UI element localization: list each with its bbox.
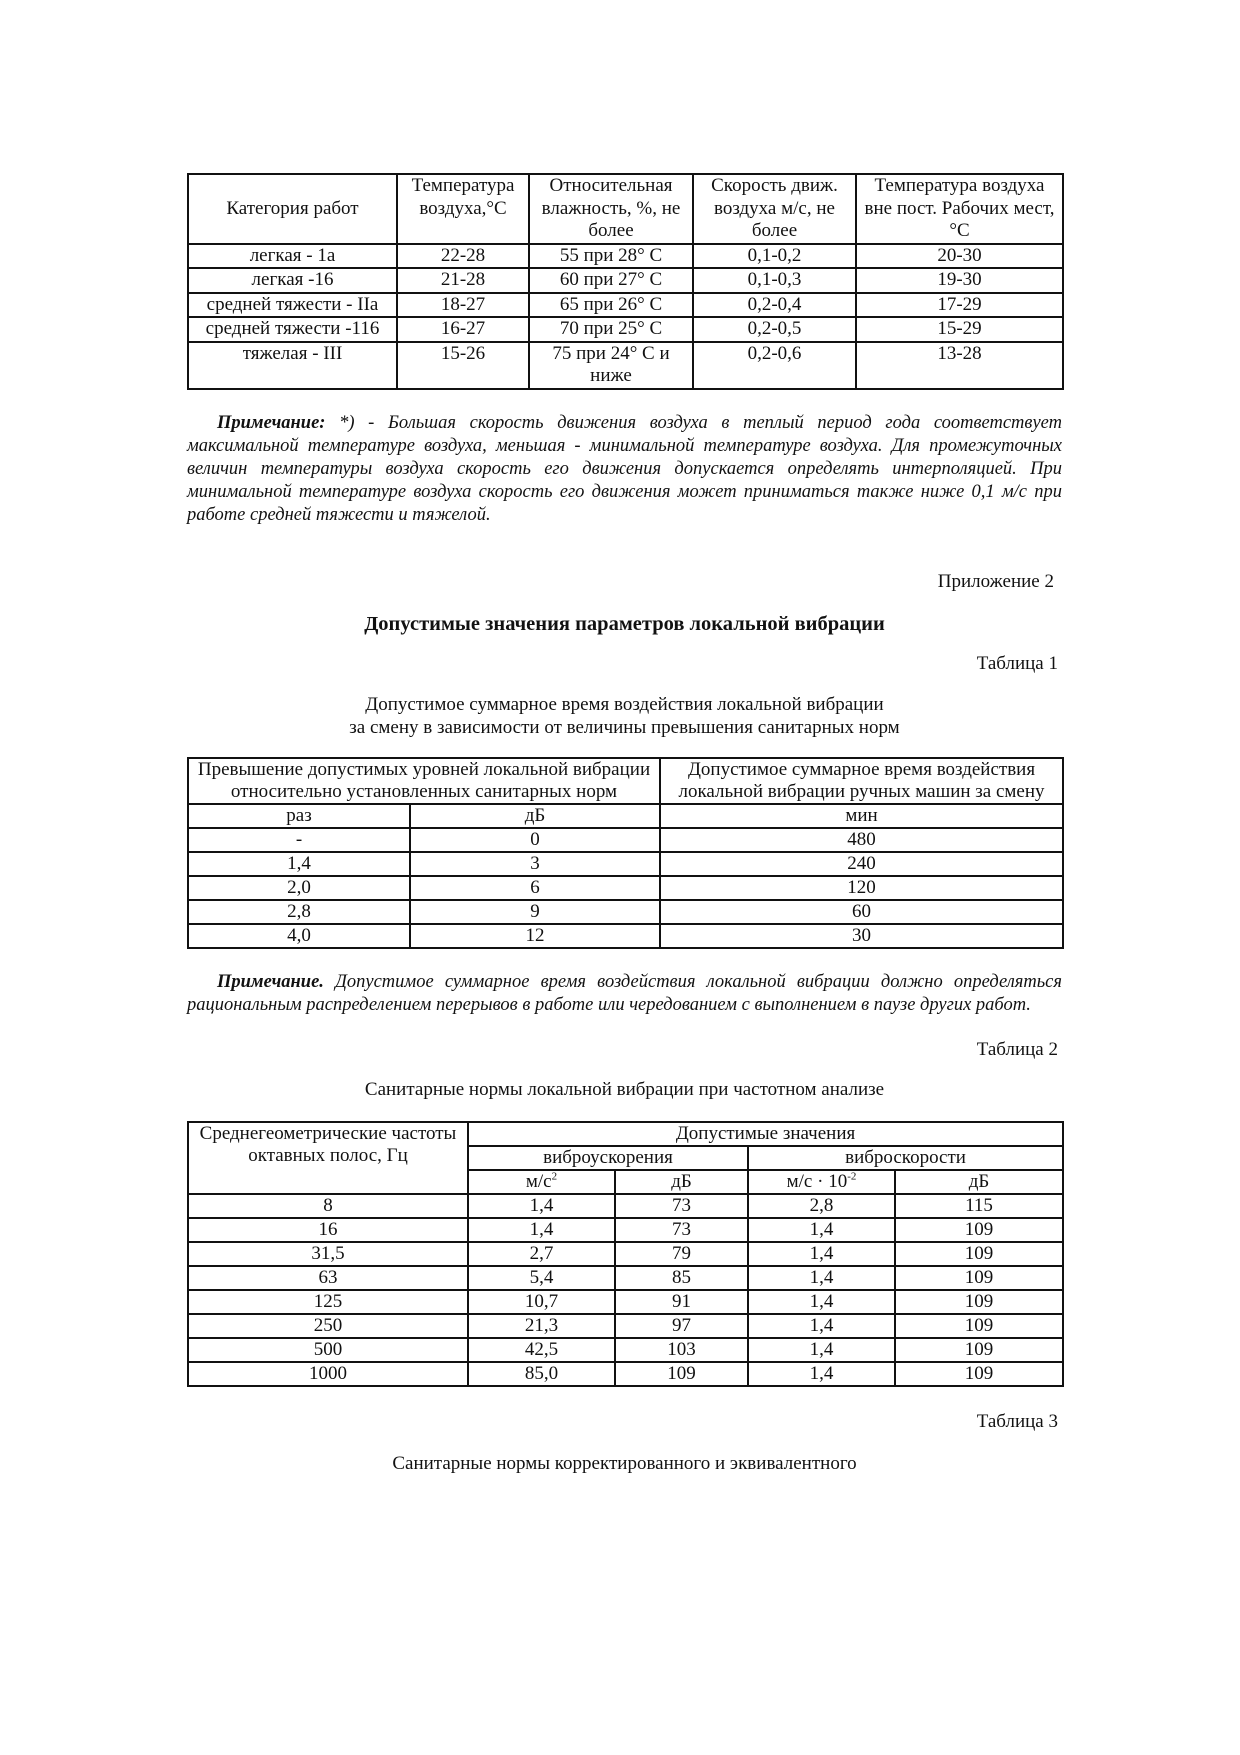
- table-cell: 17-29: [856, 293, 1063, 318]
- unit-text: м/с · 10: [786, 1170, 848, 1192]
- table-cell: 240: [660, 852, 1063, 876]
- table-cell: 1,4: [748, 1314, 895, 1338]
- note-paragraph: [187, 971, 1062, 1017]
- unit-cell: раз: [188, 804, 410, 828]
- table-row: [188, 1290, 1063, 1314]
- header-cell: Среднегеометрические частоты октавных полос, Гц: [188, 1122, 468, 1194]
- table-row: [188, 1218, 1063, 1242]
- unit-exponent: -2: [847, 1170, 857, 1183]
- note-paragraph: [187, 412, 1062, 527]
- table-cell: 73: [615, 1218, 748, 1242]
- note-text: Допустимое суммарное время воздействия локальной вибрации должно определяться рациональным распределением перерывов в работе или чередованием с выполнением в паузе других работ.: [187, 971, 1062, 1015]
- unit-cell: дБ: [410, 804, 660, 828]
- table-cell: 1,4: [748, 1338, 895, 1362]
- table-cell: 79: [615, 1242, 748, 1266]
- table-cell: 2,8: [748, 1194, 895, 1218]
- table-cell: 60: [660, 900, 1063, 924]
- table-cell: 21,3: [468, 1314, 615, 1338]
- table-cell: 6: [410, 876, 660, 900]
- table-row: [188, 828, 1063, 852]
- table-cell: 63: [188, 1266, 468, 1290]
- table-cell: 31,5: [188, 1242, 468, 1266]
- table-cell: 15-26: [397, 342, 529, 389]
- table-cell: 65 при 26° С: [529, 293, 693, 318]
- document-page: [187, 173, 1062, 1475]
- table-row: [188, 900, 1063, 924]
- table-cell: 70 при 25° С: [529, 317, 693, 342]
- table-cell: 85,0: [468, 1362, 615, 1386]
- table-cell: 13-28: [856, 342, 1063, 389]
- table-row: [188, 244, 1063, 269]
- table-row: [188, 293, 1063, 318]
- table-cell: 1,4: [748, 1290, 895, 1314]
- header-cell: Температура воздуха вне пост. Рабочих мест, °С: [856, 174, 1063, 244]
- table-cell: 3: [410, 852, 660, 876]
- table-cell: 85: [615, 1266, 748, 1290]
- table-cell: 120: [660, 876, 1063, 900]
- table-cell: 1,4: [468, 1218, 615, 1242]
- table1-caption-line1: Допустимое суммарное время воздействия локальной вибрации: [365, 693, 884, 715]
- table-cell: 97: [615, 1314, 748, 1338]
- table-cell: 250: [188, 1314, 468, 1338]
- header-cell: виброускорения: [468, 1146, 748, 1170]
- table-cell: 0: [410, 828, 660, 852]
- unit-text: м/с: [525, 1170, 552, 1192]
- table-cell: легкая -16: [188, 268, 397, 293]
- table-cell: 1000: [188, 1362, 468, 1386]
- table-header-row: [188, 174, 1063, 244]
- table-row: [188, 342, 1063, 389]
- table-cell: 0,1-0,2: [693, 244, 856, 269]
- table-cell: 5,4: [468, 1266, 615, 1290]
- table-cell: 109: [895, 1338, 1063, 1362]
- table-cell: 18-27: [397, 293, 529, 318]
- table-cell: 109: [615, 1362, 748, 1386]
- table-cell: 4,0: [188, 924, 410, 948]
- table2-label: Таблица 2: [976, 1038, 1058, 1060]
- header-cell: Температура воздуха,°С: [397, 174, 529, 244]
- table-cell: 60 при 27° С: [529, 268, 693, 293]
- table-cell: 75 при 24° С и ниже: [529, 342, 693, 389]
- table-cell: 10,7: [468, 1290, 615, 1314]
- climate-table: [187, 173, 1064, 390]
- table-cell: тяжелая - III: [188, 342, 397, 389]
- table-row: [188, 1266, 1063, 1290]
- table-cell: 21-28: [397, 268, 529, 293]
- table-cell: 109: [895, 1314, 1063, 1338]
- table-cell: 0,1-0,3: [693, 268, 856, 293]
- table-cell: 1,4: [748, 1362, 895, 1386]
- table-cell: 91: [615, 1290, 748, 1314]
- table-cell: 1,4: [188, 852, 410, 876]
- table1-label: Таблица 1: [976, 652, 1058, 674]
- unit-cell: мин: [660, 804, 1063, 828]
- table-cell: 2,0: [188, 876, 410, 900]
- table-cell: 2,7: [468, 1242, 615, 1266]
- table-cell: 103: [615, 1338, 748, 1362]
- table-cell: 109: [895, 1362, 1063, 1386]
- header-cell: Превышение допустимых уровней локальной вибрации относительно установленных санитарных норм: [188, 758, 660, 804]
- table-row: [188, 1314, 1063, 1338]
- table-cell: 9: [410, 900, 660, 924]
- table3-caption: Санитарные нормы корректированного и эквивалентного: [392, 1452, 857, 1474]
- table-header-row: [188, 1122, 1063, 1146]
- header-cell: Допустимые значения: [468, 1122, 1063, 1146]
- table-cell: 0,2-0,6: [693, 342, 856, 389]
- frequency-norms-table: [187, 1121, 1064, 1387]
- table-cell: 2,8: [188, 900, 410, 924]
- table-cell: 12: [410, 924, 660, 948]
- unit-cell: дБ: [615, 1170, 748, 1194]
- table-row: [188, 1338, 1063, 1362]
- unit-cell: [748, 1170, 895, 1194]
- table-cell: 0,2-0,4: [693, 293, 856, 318]
- table-cell: 115: [895, 1194, 1063, 1218]
- note-text: *) - Большая скорость движения воздуха в теплый период года соответствует максимальной температуре воздуха, меньшая - минимальной температуре воздуха. Для промежуточных величин температуры воздуха скорость его движения допускается определять интерполяцией. При минимальной температуре воздуха скорость его движения может приниматься также ниже 0,1 м/с при работе средней тяжести и тяжелой.: [187, 412, 1062, 525]
- header-cell: Категория работ: [188, 174, 397, 244]
- header-cell: виброскорости: [748, 1146, 1063, 1170]
- table-row: [188, 924, 1063, 948]
- table-cell: легкая - 1а: [188, 244, 397, 269]
- table3-label: Таблица 3: [976, 1410, 1058, 1432]
- table-header-row: [188, 758, 1063, 804]
- table-cell: 1,4: [748, 1242, 895, 1266]
- header-cell: Скорость движ. воздуха м/с, не более: [693, 174, 856, 244]
- table-cell: 480: [660, 828, 1063, 852]
- table-cell: 15-29: [856, 317, 1063, 342]
- table-cell: 8: [188, 1194, 468, 1218]
- table-cell: 109: [895, 1242, 1063, 1266]
- vibration-time-table: [187, 757, 1064, 949]
- table-cell: 125: [188, 1290, 468, 1314]
- table2-caption: Санитарные нормы локальной вибрации при частотном анализе: [364, 1078, 885, 1100]
- table-cell: средней тяжести -116: [188, 317, 397, 342]
- table-cell: -: [188, 828, 410, 852]
- note-label: Примечание.: [217, 971, 324, 992]
- table-cell: 109: [895, 1218, 1063, 1242]
- table-cell: 22-28: [397, 244, 529, 269]
- table-row: [188, 1242, 1063, 1266]
- table-row: [188, 852, 1063, 876]
- unit-exponent: 2: [551, 1170, 558, 1183]
- table-cell: 20-30: [856, 244, 1063, 269]
- note-label: Примечание:: [217, 412, 326, 433]
- table-cell: 0,2-0,5: [693, 317, 856, 342]
- table-cell: 73: [615, 1194, 748, 1218]
- section-title: Допустимые значения параметров локальной вибрации: [364, 612, 885, 635]
- table-cell: 1,4: [748, 1266, 895, 1290]
- table-units-row: [188, 804, 1063, 828]
- table-cell: 109: [895, 1266, 1063, 1290]
- table-cell: 42,5: [468, 1338, 615, 1362]
- appendix-label: Приложение 2: [937, 570, 1054, 592]
- header-cell: Относительная влажность, %, не более: [529, 174, 693, 244]
- unit-cell: дБ: [895, 1170, 1063, 1194]
- table-cell: 500: [188, 1338, 468, 1362]
- table-row: [188, 876, 1063, 900]
- header-cell: Допустимое суммарное время воздействия локальной вибрации ручных машин за смену: [660, 758, 1063, 804]
- table-cell: 16-27: [397, 317, 529, 342]
- table-row: [188, 268, 1063, 293]
- table-row: [188, 317, 1063, 342]
- table-row: [188, 1362, 1063, 1386]
- table-cell: 19-30: [856, 268, 1063, 293]
- table-cell: 1,4: [748, 1218, 895, 1242]
- table-cell: 16: [188, 1218, 468, 1242]
- table-row: [188, 1194, 1063, 1218]
- table-cell: 1,4: [468, 1194, 615, 1218]
- table-cell: средней тяжести - IIa: [188, 293, 397, 318]
- table-cell: 55 при 28° С: [529, 244, 693, 269]
- table-cell: 109: [895, 1290, 1063, 1314]
- unit-cell: [468, 1170, 615, 1194]
- table1-caption-line2: за смену в зависимости от величины превышения санитарных норм: [349, 716, 900, 738]
- table-cell: 30: [660, 924, 1063, 948]
